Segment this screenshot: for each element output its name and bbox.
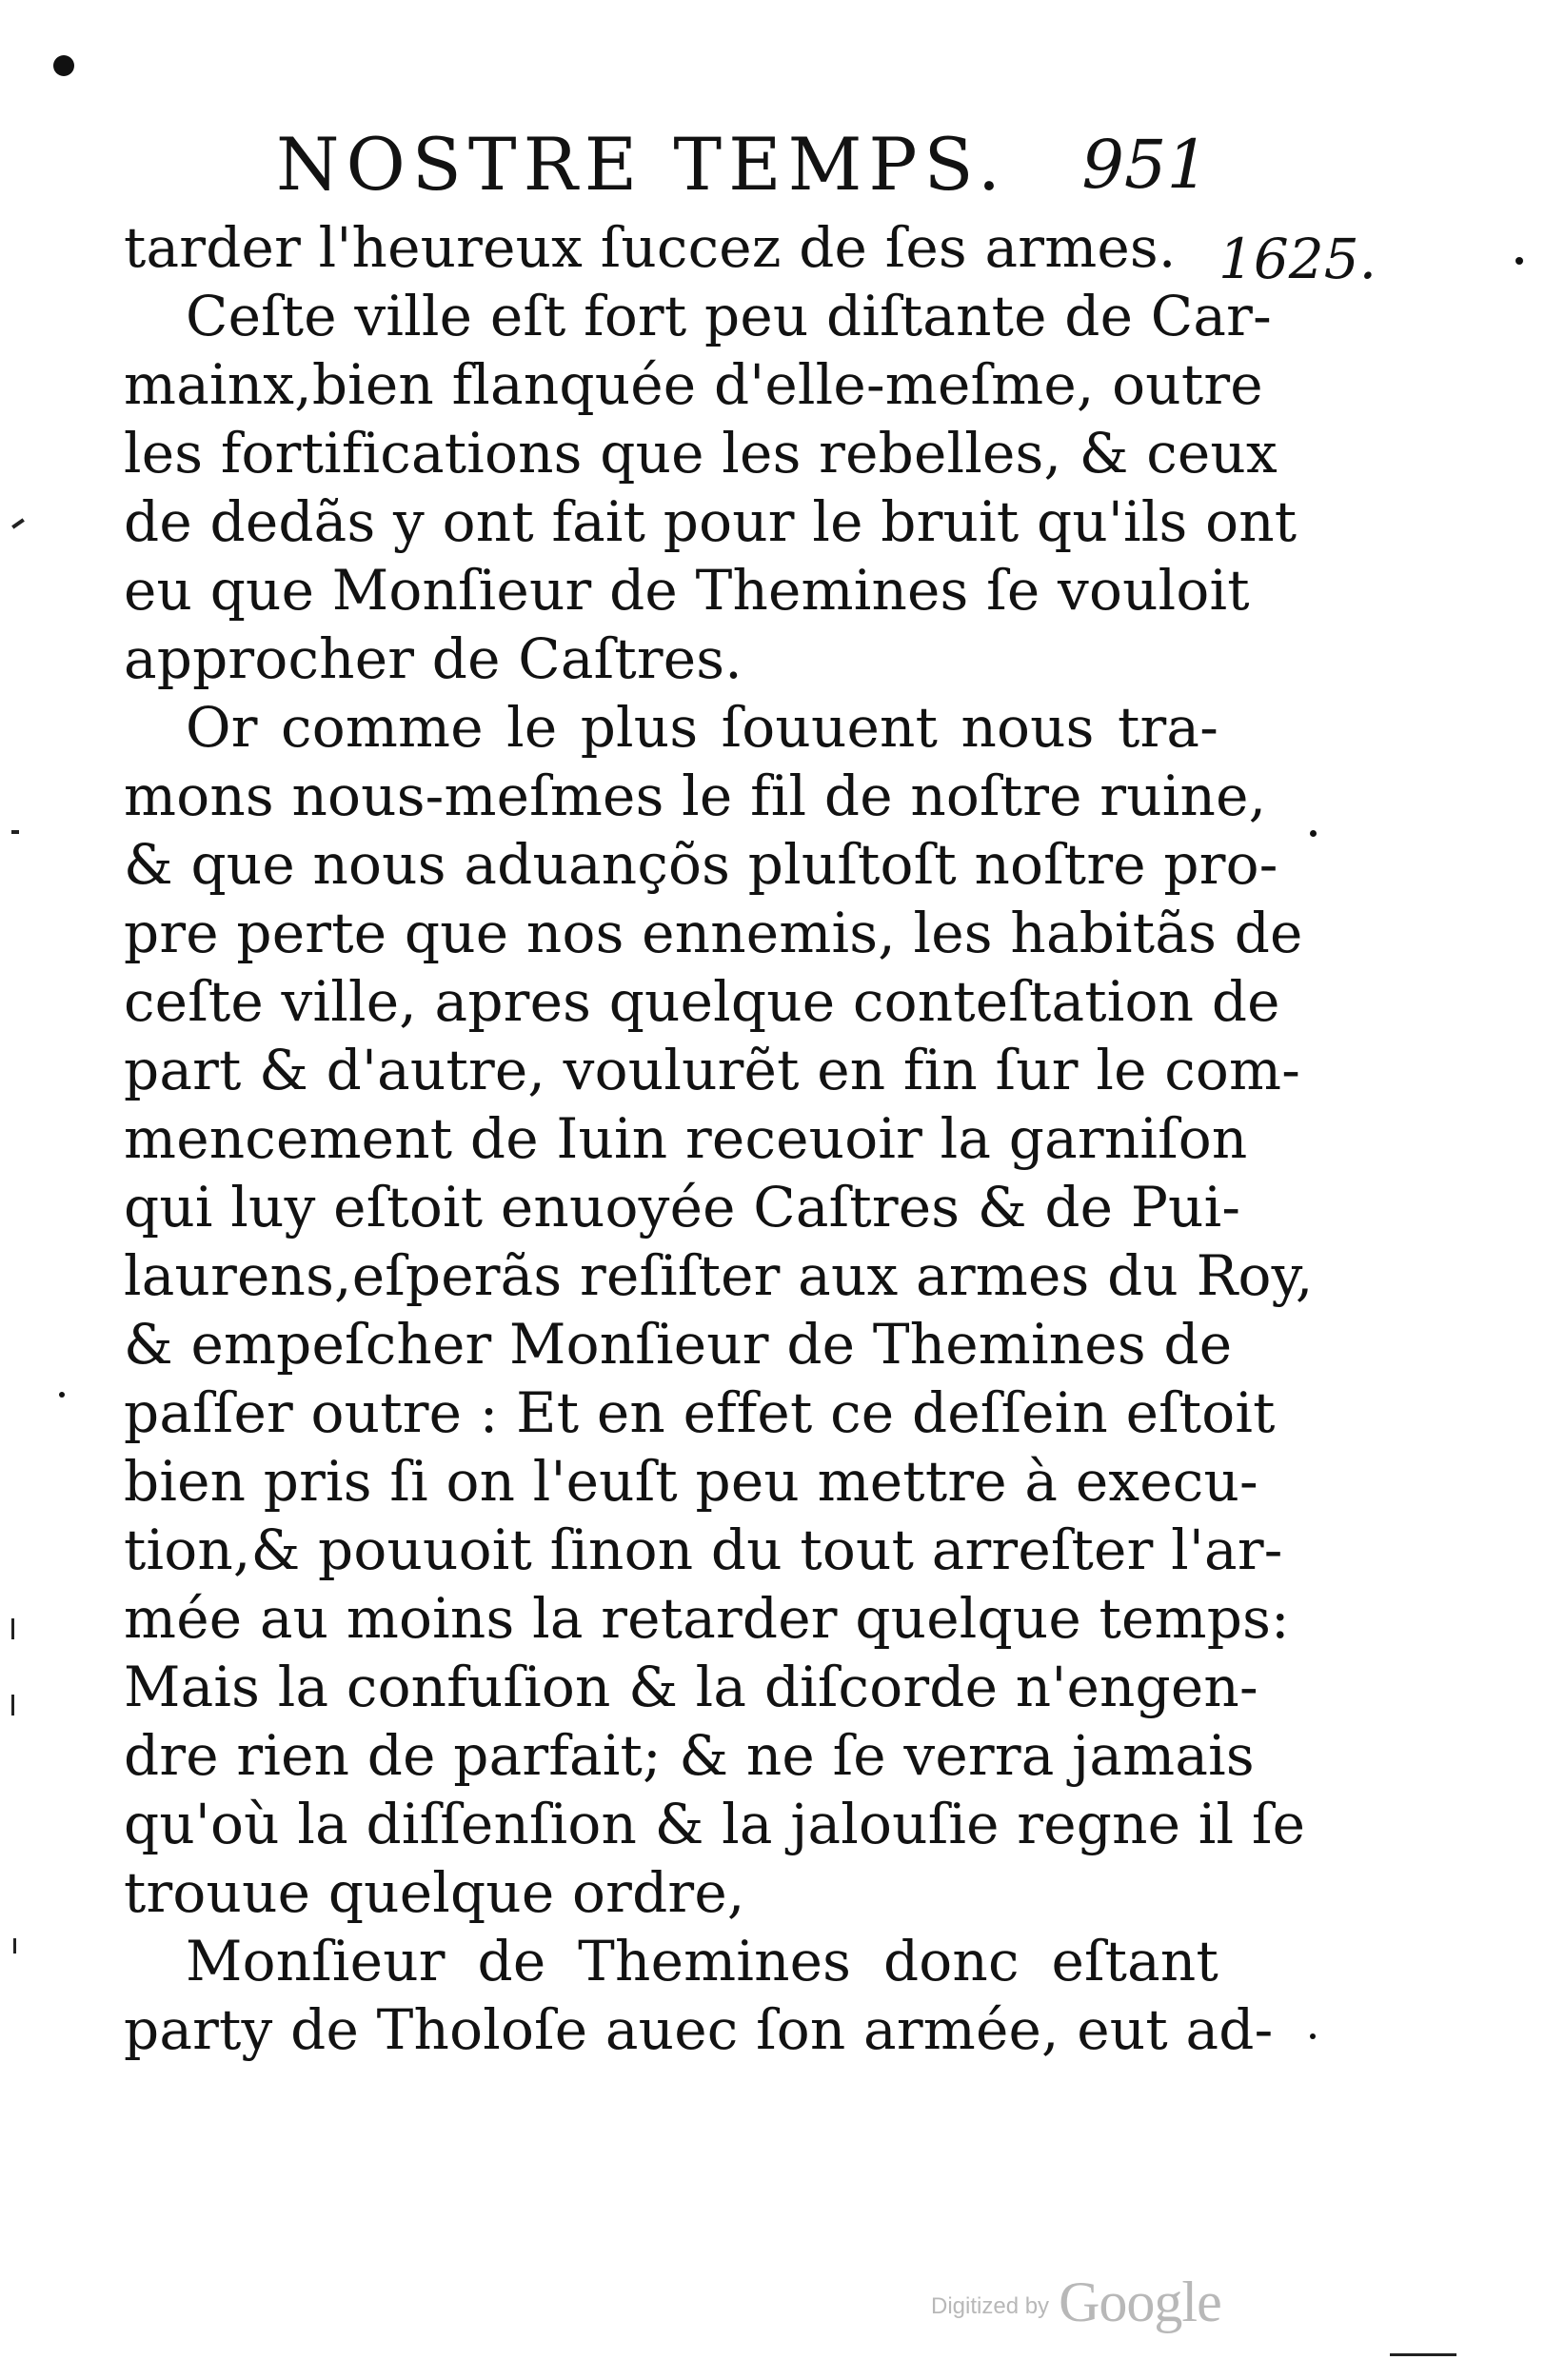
text-line: mainx,bien flanquée d'elle-meſme, outre <box>124 352 1263 417</box>
page-number: 951 <box>1081 126 1209 204</box>
scan-speck <box>1515 257 1523 265</box>
text-line: bien pris ſi on l'euſt peu mettre à execu- <box>124 1449 1258 1514</box>
scan-speck <box>59 1392 65 1398</box>
text-line: eu que Monſieur de Themines ſe vouloit <box>124 558 1250 623</box>
text-line: qu'où la diſſenſion & la jalouſie regne il ſe <box>124 1792 1306 1856</box>
text-line: Or comme le plus ſouuent nous tra- <box>186 695 1218 760</box>
text-line: qui luy eſtoit enuoyée Caſtres & de Pui- <box>124 1175 1241 1240</box>
text-line: ceſte ville, apres quelque conteſtation de <box>124 969 1280 1034</box>
text-line: tarder l'heureux ſuccez de ſes armes. <box>124 215 1177 280</box>
page-header <box>276 122 1209 208</box>
text-line: les fortifications que les rebelles, & ceux <box>124 421 1278 486</box>
text-line: mons nous-meſmes le fil de noſtre ruine, <box>124 764 1267 828</box>
scan-speck <box>1310 830 1317 837</box>
text-line: mencement de Iuin receuoir la garniſon <box>124 1106 1248 1171</box>
text-line: trouue quelque ordre, <box>124 1860 745 1925</box>
text-line: party de Tholoſe auec ſon armée, eut ad- <box>124 1997 1274 2062</box>
scan-speck <box>53 55 74 76</box>
text-line: approcher de Caſtres. <box>124 626 743 691</box>
text-line: & que nous aduançõs pluſtoſt noſtre pro- <box>124 832 1278 897</box>
margin-year: 1625. <box>1218 227 1377 291</box>
scan-mark <box>11 830 19 834</box>
scan-mark <box>11 1695 14 1716</box>
digitized-watermark <box>931 2270 1221 2335</box>
scan-speck <box>1310 2033 1316 2039</box>
text-line: Mais la confuſion & la diſcorde n'engen- <box>124 1655 1258 1719</box>
scan-mark <box>13 1938 16 1954</box>
watermark-brand: Google <box>1059 2271 1221 2333</box>
text-line: pre perte que nos ennemis, les habitãs de <box>124 901 1303 965</box>
text-line: Monſieur de Themines donc eſtant <box>186 1929 1218 1993</box>
text-line: dre rien de parfait; & ne ſe verra jamais <box>124 1723 1255 1788</box>
footer-rule <box>1390 2353 1456 2356</box>
scan-mark <box>11 1618 14 1639</box>
text-line: part & d'autre, voulurẽt en fin ſur le com- <box>124 1038 1301 1102</box>
text-line: laurens,eſperãs reſiſter aux armes du Roy, <box>124 1243 1314 1308</box>
text-line: paſſer outre : Et en effet ce deſſein eſtoit <box>124 1380 1276 1445</box>
text-line: Ceſte ville eſt fort peu diſtante de Car- <box>186 284 1272 348</box>
watermark-digitized-by: Digitized by <box>931 2293 1050 2319</box>
text-line: mée au moins la retarder quelque temps: <box>124 1586 1290 1651</box>
running-head: NOSTRE TEMPS. <box>276 122 1008 207</box>
text-line: tion,& pouuoit ſinon du tout arreſter l'ar- <box>124 1517 1283 1582</box>
text-line: de dedãs y ont fait pour le bruit qu'ils ont <box>124 489 1298 554</box>
scan-mark <box>11 518 25 528</box>
text-line: & empeſcher Monſieur de Themines de <box>124 1312 1233 1377</box>
